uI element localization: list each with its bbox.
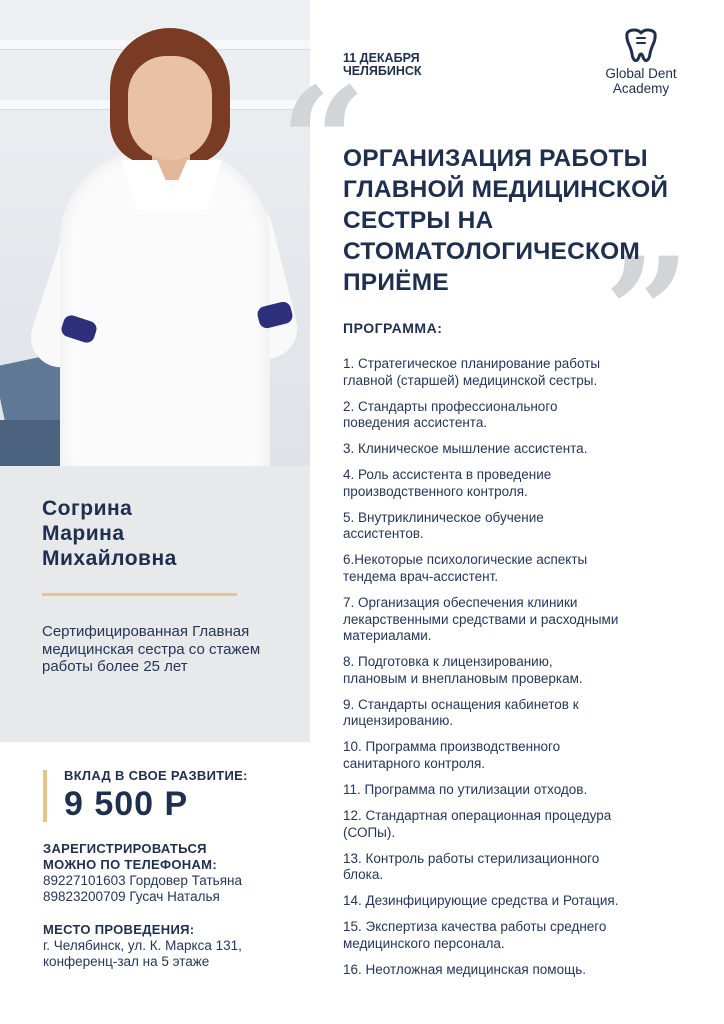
program-item	[343, 595, 693, 645]
program-item-line: 12. Стандартная операционная процедура	[343, 808, 612, 824]
program-item-line: лицензированию.	[343, 713, 454, 729]
program-item-line: 9. Стандарты оснащения кабинетов к	[343, 696, 579, 712]
program-item	[343, 851, 693, 884]
program-item	[343, 552, 693, 585]
contribution-price: 9 500 Р	[64, 785, 189, 823]
speaker-description: Сертифицированная Главная медицинская сестра со стажем работы более 25 лет	[42, 623, 261, 675]
program-heading: ПРОГРАММА:	[343, 320, 443, 336]
speaker-name-line: Михайловна	[42, 547, 177, 570]
contribution-accent-bar	[43, 770, 47, 822]
title-line: СЕСТРЫ НА	[343, 207, 494, 234]
quote-open-icon: “	[280, 55, 367, 231]
speaker-name-line: Согрина	[42, 497, 133, 520]
program-item-line: 14. Дезинфицирующие средства и Ротация.	[343, 893, 619, 909]
phone-link[interactable]: 89227101603 Гордовер Татьяна	[43, 873, 242, 888]
program-item	[343, 441, 693, 458]
program-item-line: 2. Стандарты профессионального	[343, 398, 558, 414]
venue-address: г. Челябинск, ул. К. Маркса 131,	[43, 938, 242, 953]
program-list	[343, 356, 693, 988]
event-city: ЧЕЛЯБИНСК	[343, 64, 422, 78]
title-line: СТОМАТОЛОГИЧЕСКОМ	[343, 238, 640, 265]
program-item	[343, 782, 693, 799]
program-item-line: 6.Некоторые психологические аспекты	[343, 552, 588, 568]
program-item-line: 8. Подготовка к лицензированию,	[343, 654, 553, 670]
program-item-line: медицинского персонала.	[343, 935, 505, 951]
program-item	[343, 893, 693, 910]
program-item-line: санитарного контроля.	[343, 755, 486, 771]
program-item-line: 5. Внутриклиническое обучение	[343, 509, 544, 525]
program-item	[343, 919, 693, 952]
event-date: 11 ДЕКАБРЯ	[343, 51, 420, 65]
program-item	[343, 962, 693, 979]
program-item-line: производственного контроля.	[343, 483, 528, 499]
program-item-line: лекарственными средствами и расходными	[343, 611, 619, 627]
program-item-line: блока.	[343, 867, 384, 883]
program-item-line: главной (старшей) медицинской сестры.	[343, 372, 598, 388]
program-item-line: 13. Контроль работы стерилизационного	[343, 850, 600, 866]
title-line: ОРГАНИЗАЦИЯ РАБОТЫ	[343, 145, 648, 172]
program-item-line: 7. Организация обеспечения клиники	[343, 595, 578, 611]
program-item-line: (СОПы).	[343, 824, 396, 840]
speaker-photo	[0, 0, 310, 466]
speaker-name-line: Марина	[42, 522, 125, 545]
program-item	[343, 399, 693, 432]
program-item-line: 10. Программа производственного	[343, 739, 561, 755]
program-item-line: тендема врач-ассистент.	[343, 568, 499, 584]
logo-text: Academy	[612, 81, 670, 96]
program-item	[343, 739, 693, 772]
program-item-line: материалами.	[343, 628, 432, 644]
quote-close-icon: ”	[604, 225, 691, 401]
event-title	[343, 143, 693, 298]
program-item	[343, 356, 693, 389]
program-item	[343, 654, 693, 687]
venue-room: конференц-зал на 5 этаже	[43, 954, 210, 969]
title-line: ГЛАВНОЙ МЕДИЦИНСКОЙ	[343, 176, 669, 203]
program-item-line: 11. Программа по утилизации отходов.	[343, 781, 588, 797]
title-line: ПРИЁМЕ	[343, 269, 449, 296]
program-item-line: 15. Экспертиза качества работы среднего	[343, 919, 607, 935]
logo-text: Global Dent	[605, 66, 677, 81]
program-item-line: ассистентов.	[343, 526, 424, 542]
contribution-label: ВКЛАД В СВОЕ РАЗВИТИЕ:	[64, 768, 248, 783]
program-item-line: 16. Неотложная медицинская помощь.	[343, 961, 586, 977]
brand-logo	[596, 28, 686, 96]
program-item-line: плановым и внеплановым проверкам.	[343, 670, 583, 686]
program-item	[343, 510, 693, 543]
tooth-logo-icon	[621, 28, 661, 66]
speaker-name	[42, 496, 177, 571]
register-block	[43, 841, 313, 905]
program-item-line: 4. Роль ассистента в проведение	[343, 467, 552, 483]
venue-heading: МЕСТО ПРОВЕДЕНИЯ:	[43, 922, 195, 937]
program-item-line: 1. Стратегическое планирование работы	[343, 356, 601, 371]
program-item-line: поведения ассистента.	[343, 415, 488, 431]
program-item	[343, 808, 693, 841]
venue-block	[43, 922, 313, 970]
program-item	[343, 697, 693, 730]
face	[128, 56, 212, 160]
register-heading: МОЖНО ПО ТЕЛЕФОНАМ:	[43, 857, 217, 872]
program-item-line: 3. Клиническое мышление ассистента.	[343, 441, 588, 457]
phone-link[interactable]: 89823200709 Гусач Наталья	[43, 889, 220, 904]
program-item	[343, 467, 693, 500]
gold-divider	[42, 593, 237, 596]
register-heading: ЗАРЕГИСТРИРОВАТЬСЯ	[43, 841, 207, 856]
